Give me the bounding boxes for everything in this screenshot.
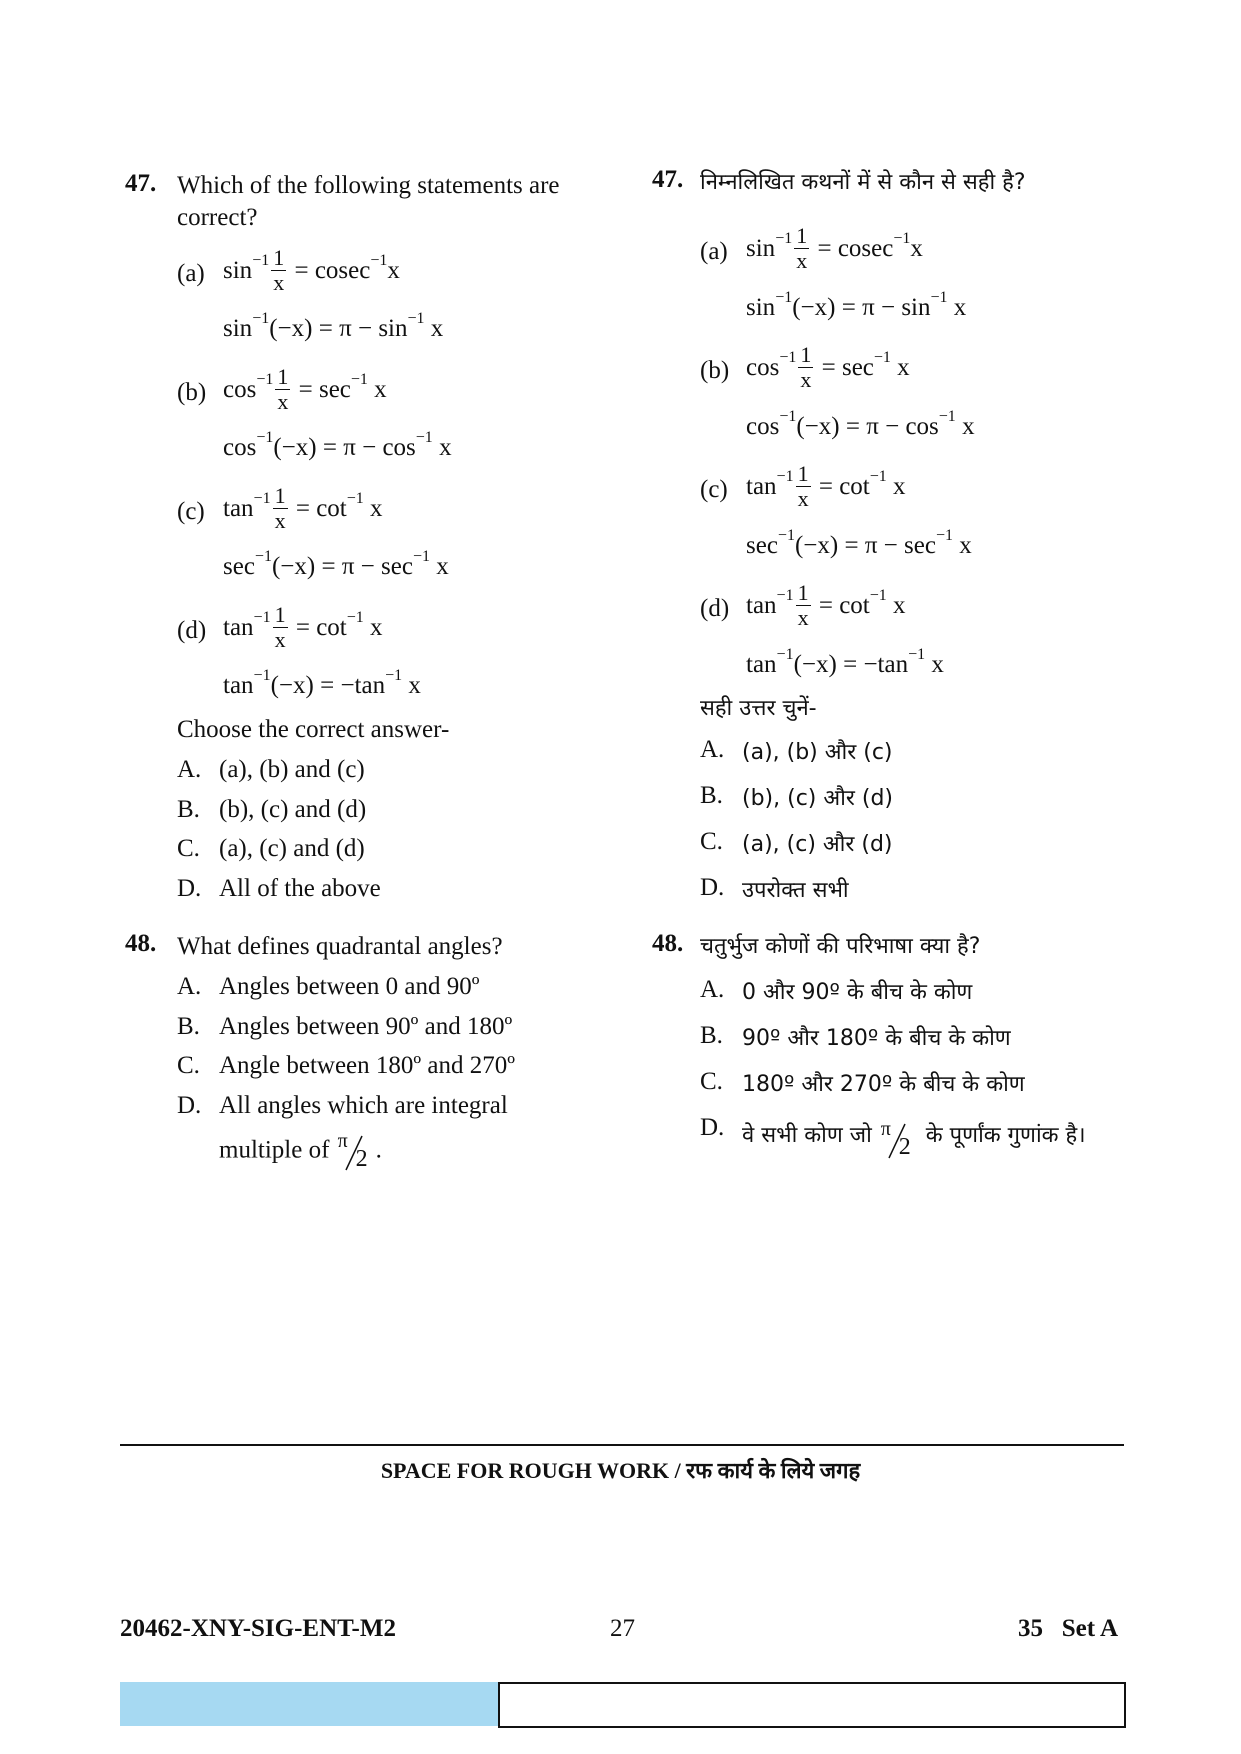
formula-line-1: $\tan^{-1}$ $\frac{1}{x}$ = $\cot^{-1} x$ [223, 483, 383, 533]
q48-number: 48. [125, 930, 157, 957]
answer-letter: C. [177, 835, 200, 862]
answer-letter: D. [177, 1092, 202, 1119]
formula-line-2: $\cos^{-1}(-x) = \pi - \cos^{-1} x$ [223, 428, 452, 461]
option-label: (a) [700, 238, 728, 265]
paper-code: 20462-XNY-SIG-ENT-M2 [120, 1615, 396, 1642]
answer-text: (b), (c) and (d) [219, 796, 367, 823]
formula-line-1: $\sin^{-1}$ $\frac{1}{x}$ = cosec$^{-1}$x [746, 223, 923, 273]
q47-number: 47. [125, 170, 157, 197]
page-number: 27 [610, 1615, 635, 1642]
answer-text: (a), (c) and (d) [219, 835, 365, 862]
pi-over-2-fraction: π 2 [880, 1118, 911, 1160]
answer-text: 0 और 90º के बीच के कोण [742, 980, 973, 1005]
answer-text: Angle between 180º and 270º [219, 1052, 515, 1079]
option-label: (d) [700, 595, 730, 622]
answer-letter: A. [177, 756, 202, 783]
q47-question-line2: correct? [177, 204, 258, 231]
q48-number-hi: 48. [652, 930, 684, 957]
formula-line-2: $\sin^{-1}(-x) = \pi - \sin^{-1} x$ [223, 309, 444, 342]
answer-text: All angles which are integral [219, 1092, 508, 1119]
answer-text-cont: multiple of π 2 . [219, 1130, 382, 1172]
q47-number-hi: 47. [652, 166, 684, 193]
formula-line-2: $\sec^{-1}(-x) = \pi - \sec^{-1} x$ [746, 526, 972, 559]
set-label: 35 Set A [1018, 1615, 1118, 1642]
option-label: (b) [177, 379, 207, 406]
answer-text: वे सभी कोण जो π 2 के पूर्णांक गुणांक है। [742, 1118, 1086, 1160]
answer-letter: A. [700, 976, 725, 1003]
rough-work-heading: SPACE FOR ROUGH WORK / रफ कार्य के लिये जगह [380, 1458, 861, 1483]
option-label: (c) [177, 498, 205, 525]
answer-letter: C. [177, 1052, 200, 1079]
rough-work-divider [120, 1444, 1124, 1446]
answer-letter: A. [700, 736, 725, 763]
q48-question: What defines quadrantal angles? [177, 933, 503, 960]
answer-letter: D. [700, 874, 725, 901]
formula-line-1: $\tan^{-1}$ $\frac{1}{x}$ = $\cot^{-1} x$ [746, 580, 906, 630]
answer-text: (b), (c) और (d) [742, 786, 894, 811]
answer-text: उपरोक्त सभी [742, 878, 849, 903]
answer-text: (a), (c) और (d) [742, 832, 893, 857]
answer-text: Angles between 0 and 90º [219, 973, 480, 1000]
formula-line-1: $\tan^{-1}$ $\frac{1}{x}$ = $\cot^{-1} x$ [223, 602, 383, 652]
formula-line-1: $\tan^{-1}$ $\frac{1}{x}$ = $\cot^{-1} x$ [746, 461, 906, 511]
answer-letter: C. [700, 828, 723, 855]
q47-choose-instruction-hi: सही उत्तर चुनें- [700, 696, 817, 721]
formula-line-1: $\cos^{-1}$ $\frac{1}{x}$ = $\sec^{-1} x$ [746, 342, 910, 392]
footer-empty-box [498, 1682, 1126, 1728]
formula-line-2: $\cos^{-1}(-x) = \pi - \cos^{-1} x$ [746, 407, 975, 440]
answer-letter: D. [700, 1114, 725, 1141]
answer-text: (a), (b) और (c) [742, 740, 893, 765]
q47-question-hi: निम्नलिखित कथनों में से कौन से सही है? [700, 170, 1026, 195]
pi-over-2-fraction: π 2 [337, 1130, 368, 1172]
answer-text: (a), (b) and (c) [219, 756, 365, 783]
answer-letter: D. [177, 875, 202, 902]
answer-text: All of the above [219, 875, 381, 902]
answer-letter: A. [177, 973, 202, 1000]
q47-question-line1: Which of the following statements are [177, 172, 560, 199]
answer-letter: C. [700, 1068, 723, 1095]
formula-line-2: $\sin^{-1}(-x) = \pi - \sin^{-1} x$ [746, 288, 967, 321]
answer-text: 180º और 270º के बीच के कोण [742, 1072, 1025, 1097]
option-label: (c) [700, 476, 728, 503]
answer-letter: B. [177, 1013, 200, 1040]
q48-question-hi: चतुर्भुज कोणों की परिभाषा क्या है? [700, 934, 981, 959]
answer-text: Angles between 90º and 180º [219, 1013, 513, 1040]
answer-letter: B. [700, 1022, 723, 1049]
formula-line-1: $\sin^{-1}$ $\frac{1}{x}$ = cosec$^{-1}$x [223, 245, 400, 295]
answer-letter: B. [700, 782, 723, 809]
formula-line-2: $\tan^{-1}(-x) = -\tan^{-1}$ x [223, 666, 421, 699]
formula-line-2: $\tan^{-1}(-x) = -\tan^{-1}$ x [746, 645, 944, 678]
footer-color-bar [120, 1682, 498, 1726]
option-label: (a) [177, 260, 205, 287]
option-label: (d) [177, 617, 207, 644]
q47-choose-instruction: Choose the correct answer- [177, 716, 450, 743]
answer-text: 90º और 180º के बीच के कोण [742, 1026, 1011, 1051]
formula-line-2: $\sec^{-1}(-x) = \pi - \sec^{-1} x$ [223, 547, 449, 580]
formula-line-1: $\cos^{-1}$ $\frac{1}{x}$ = $\sec^{-1} x$ [223, 364, 387, 414]
answer-letter: B. [177, 796, 200, 823]
option-label: (b) [700, 357, 730, 384]
